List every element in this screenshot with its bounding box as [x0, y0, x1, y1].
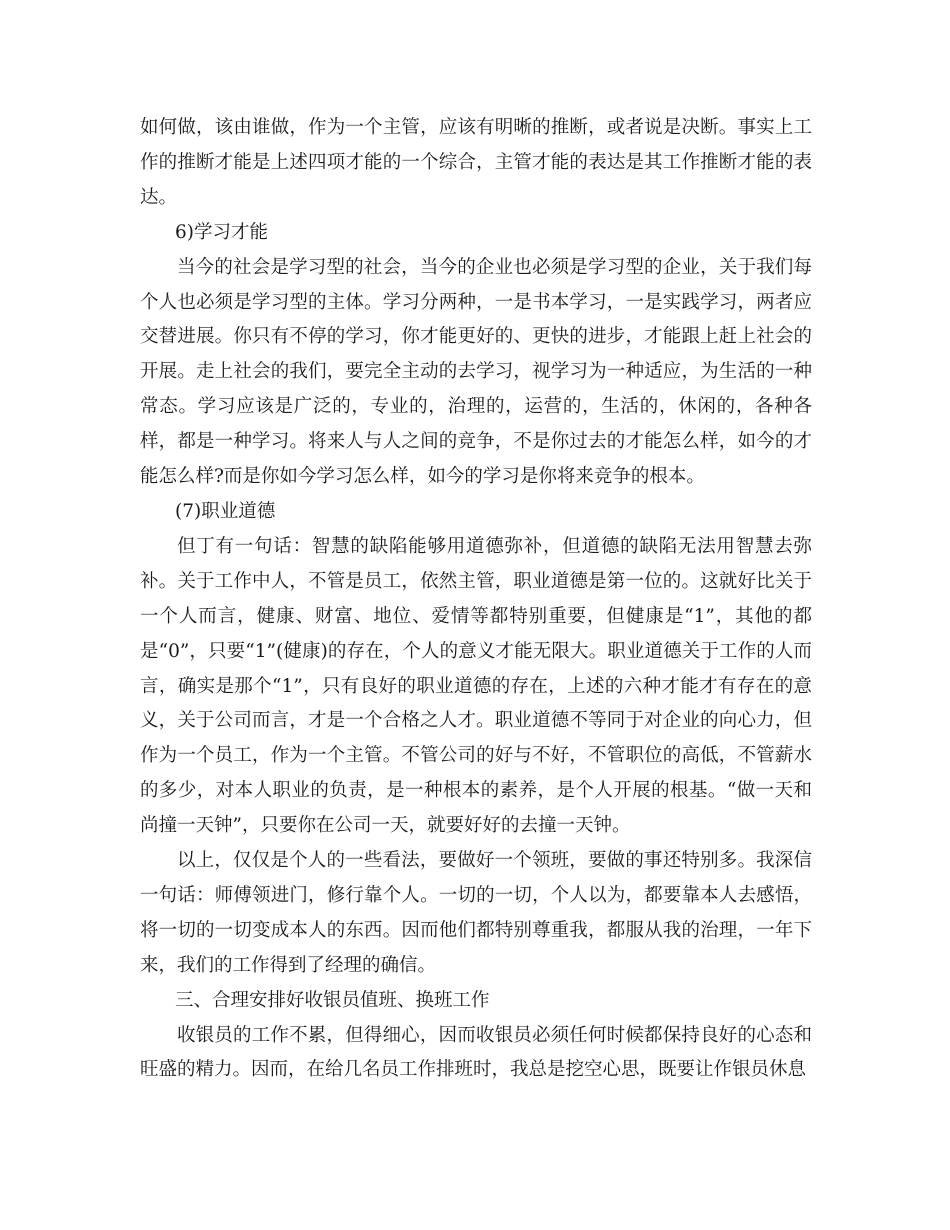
paragraph-summary: 以上，仅仅是个人的一些看法，要做好一个领班，要做的事还特别多。我深信一句话：师傅领进门，修行靠个人。一切的一切，个人以为，都要靠本人去感悟，将一切的一切变成本人的东西。因而他们都特别尊重我，都服从我的治理，一年下来，我们的工作得到了经理的确信。	[140, 850, 812, 976]
paragraph-ethics: 但丁有一句话：智慧的缺陷能够用道德弥补，但道德的缺陷无法用智慧去弥补。关于工作中人，不管是员工，依然主管，职业道德是第一位的。这就好比关于一个人而言，健康、财富、地位、爱情等都特别重要，但健康是“1”，其他的都是“0”，只要“1”(健康)的存在，个人的意义才能无限大。职业道德关于工作的人而言，确实是那个“1”，只有良好的职业道德的存在，上述的六种才能才有存在的意义，关于公司而言，才是一个合格之人才。职业道德不等同于对企业的向心力，但作为一个员工，作为一个主管。不管公司的好与不好，不管职位的高低，不管薪水的多少，对本人职业的负责，是一种根本的素养，是个人开展的根基。“做一天和尚撞一天钟”，只要你在公司一天，就要好好的去撞一天钟。	[140, 535, 812, 837]
document-body	[140, 111, 812, 1088]
section-heading-learning: 6)学习才能	[175, 221, 268, 243]
section-heading-shift-arrangement: 三、合理安排好收银员值班、换班工作	[175, 989, 490, 1011]
paragraph-shift-arrangement: 收银员的工作不累，但得细心，因而收银员必须任何时候都保持良好的心态和旺盛的精力。因而，在给几名员工作排班时，我总是挖空心思，既要让作银员休息	[140, 1024, 812, 1081]
paragraph-learning: 当今的社会是学习型的社会，当今的企业也必须是学习型的企业，关于我们每个人也必须是学习型的主体。学习分两种，一是书本学习，一是实践学习，两者应交替进展。你只有不停的学习，你才能更好的、更快的进步，才能跟上赶上社会的开展。走上社会的我们，要完全主动的去学习，视学习为一种适应，为生活的一种常态。学习应该是广泛的，专业的，治理的，运营的，生活的，休闲的，各种各样，都是一种学习。将来人与人之间的竞争，不是你过去的才能怎么样，如今的才能怎么样?而是你如今学习怎么样，如今的学习是你将来竞争的根本。	[140, 256, 812, 488]
paragraph-intro-continuation: 如何做，该由谁做，作为一个主管，应该有明晰的推断，或者说是决断。事实上工作的推断才能是上述四项才能的一个综合，主管才能的表达是其工作推断才能的表达。	[140, 117, 812, 208]
section-heading-ethics: (7)职业道德	[175, 500, 276, 522]
